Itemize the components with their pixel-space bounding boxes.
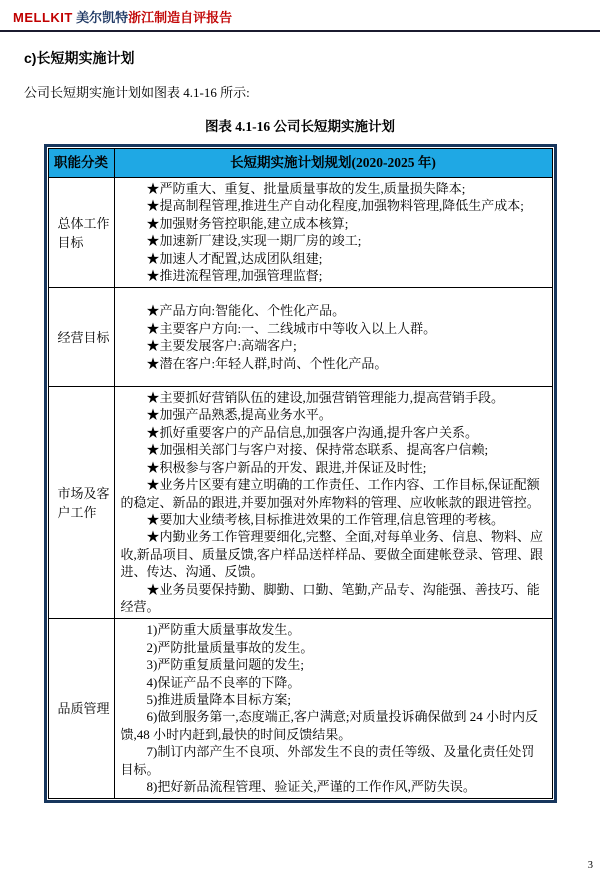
page-number: 3 xyxy=(587,860,593,871)
plan-item: ★业务片区要有建立明确的工作责任、工作内容、工作目标,保证配额的稳定、新品的跟进,并要加强对外库物料的管理、应收帐款的跟进管控。 xyxy=(120,477,540,510)
plan-item: ★主要发展客户:高端客户; xyxy=(146,338,297,354)
plan-item: ★加强财务管控职能,建立成本核算; xyxy=(146,215,349,231)
plan-item: 8)把好新品流程管理、验证关,严谨的工作作风,严防失误。 xyxy=(146,779,476,794)
plan-item: ★加速新厂建设,实现一期厂房的竣工; xyxy=(146,233,362,249)
plan-items-cell xyxy=(114,178,552,288)
plan-item: 6)做到服务第一,态度端正,客户满意;对质量投诉确保做到 24 小时内反馈,48 小时内赶到,最快的时间反馈结果。 xyxy=(120,709,538,742)
plan-item: ★积极参与客户新品的开发、跟进,并保证及时性; xyxy=(146,459,427,475)
plan-item: 2)严防批量质量事故的发生。 xyxy=(146,639,314,655)
table-row xyxy=(48,178,552,288)
header-brand-line xyxy=(0,0,600,30)
section-heading: c)长短期实施计划 xyxy=(24,50,135,66)
col-header-category: 职能分类 xyxy=(48,149,114,178)
plan-item: 5)推进质量降本目标方案; xyxy=(146,691,291,707)
plan-table xyxy=(48,148,553,799)
plan-item: ★潜在客户:年轻人群,时尚、个性化产品。 xyxy=(146,355,388,371)
col-header-plan: 长短期实施计划规划(2020-2025 年) xyxy=(114,149,552,178)
table-row xyxy=(48,619,552,799)
plan-item: ★推进流程管理,加强管理监督; xyxy=(146,268,323,284)
table-row xyxy=(48,387,552,619)
plan-table-header xyxy=(48,149,552,178)
category-cell: 市场及客户工作 xyxy=(48,387,114,619)
intro-text: 公司长短期实施计划如图表 4.1-16 所示: xyxy=(24,85,250,100)
header-row xyxy=(48,149,552,178)
plan-item: 3)严防重复质量问题的发生; xyxy=(146,657,304,673)
report-title: 浙江制造自评报告 xyxy=(128,10,233,25)
plan-item: ★加强相关部门与客户对接、保持常态联系、提高客户信赖; xyxy=(146,442,489,458)
report-header xyxy=(0,0,600,32)
plan-item: ★主要抓好营销队伍的建设,加强营销管理能力,提高营销手段。 xyxy=(146,390,505,406)
plan-items-cell xyxy=(114,288,552,387)
table-row xyxy=(48,288,552,387)
category-cell: 经营目标 xyxy=(48,288,114,387)
plan-item: ★提高制程管理,推进生产自动化程度,加强物料管理,降低生产成本; xyxy=(146,198,524,214)
plan-items-cell xyxy=(114,387,552,619)
plan-item: ★业务员要保持勤、脚勤、口勤、笔勤,产品专、沟能强、善技巧、能经营。 xyxy=(120,581,540,614)
plan-table-body xyxy=(48,178,552,799)
plan-table-frame xyxy=(44,144,557,803)
plan-item: ★内勤业务工作管理要细化,完整、全面,对每单业务、信息、物料、应收,新品项目、质量反馈,客户样品送样样品、要做全面建帐登录、管理、跟进、传达、沟通、反馈。 xyxy=(120,529,544,580)
plan-item: 4)保证产品不良率的下降。 xyxy=(146,674,301,690)
header-divider xyxy=(0,30,600,32)
plan-item: 1)严防重大质量事故发生。 xyxy=(146,622,301,638)
plan-item: ★加强产品熟悉,提高业务水平。 xyxy=(146,407,332,423)
plan-item: ★抓好重要客户的产品信息,加强客户沟通,提升客户关系。 xyxy=(146,424,479,440)
brand-name-cn: 美尔凯特 xyxy=(76,10,129,25)
table-caption: 图表 4.1-16 公司长短期实施计划 xyxy=(204,119,396,134)
plan-item: ★加速人才配置,达成团队组建; xyxy=(146,250,323,266)
brand-logo-text: MELLKIT xyxy=(13,10,73,25)
page-body xyxy=(0,48,600,803)
plan-item: ★主要客户方向:一、二线城市中等收入以上人群。 xyxy=(146,320,437,336)
category-cell: 品质管理 xyxy=(48,619,114,799)
plan-item: 7)制订内部产生不良项、外部发生不良的责任等级、及量化责任处罚目标。 xyxy=(120,744,535,777)
plan-item: ★严防重大、重复、批量质量事故的发生,质量损失降本; xyxy=(146,181,466,196)
category-cell: 总体工作目标 xyxy=(48,178,114,288)
plan-items-cell xyxy=(114,619,552,799)
plan-item: ★产品方向:智能化、个性化产品。 xyxy=(146,303,346,319)
plan-item: ★要加大业绩考核,目标推进效果的工作管理,信息管理的考核。 xyxy=(146,511,505,527)
